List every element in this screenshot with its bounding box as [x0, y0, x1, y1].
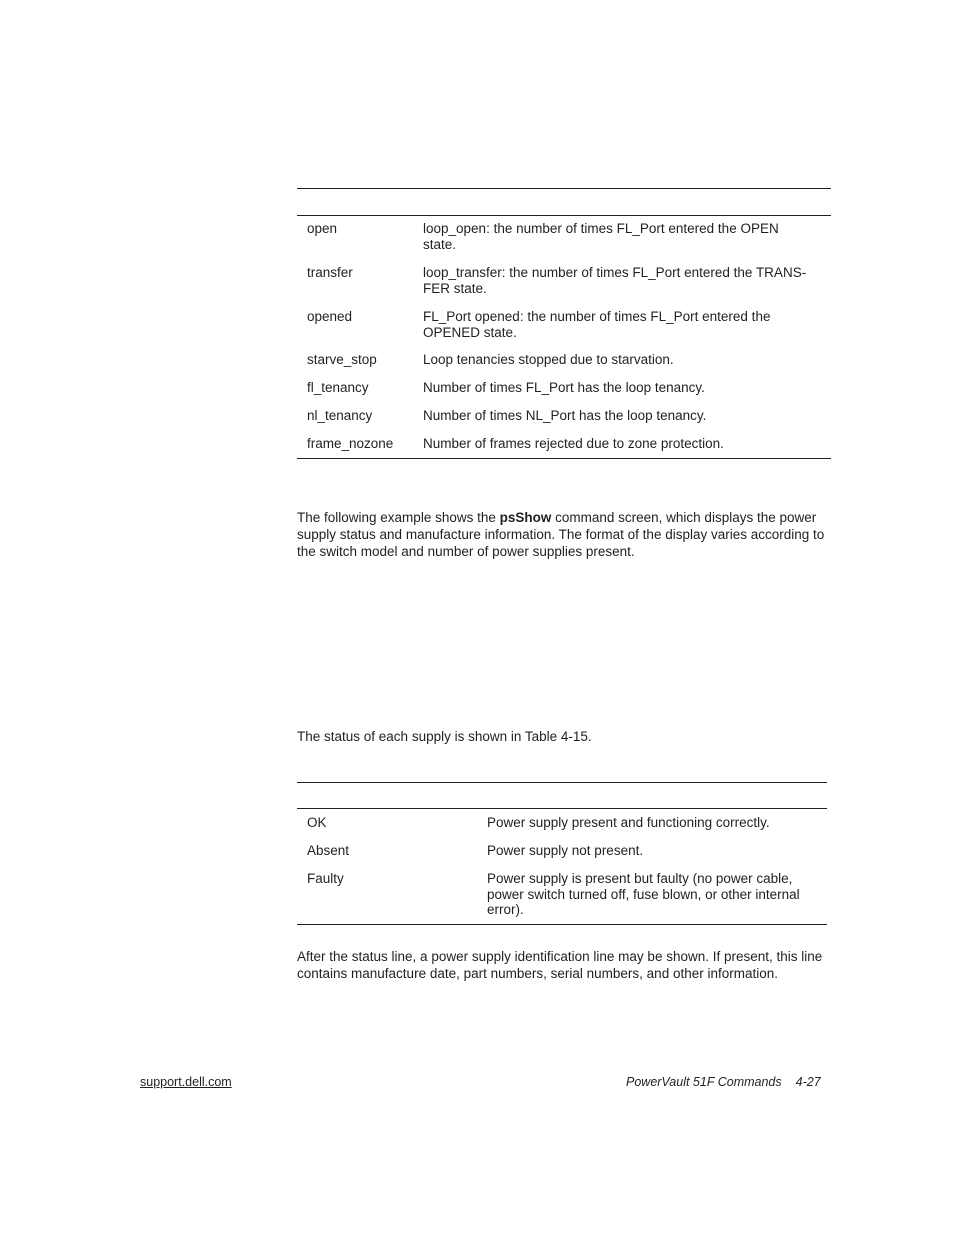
table1-desc: Number of times FL_Port has the loop tenancy.	[423, 380, 705, 395]
table2-term: Faulty	[307, 871, 344, 886]
table1-term: nl_tenancy	[307, 408, 373, 423]
table2-header-rule	[297, 808, 827, 809]
table1-bottom-rule	[297, 458, 831, 459]
table1-header-rule	[297, 215, 831, 216]
identification-line-paragraph: After the status line, a power supply identification line may be shown. If present, this line contains manufacture date, part numbers, serial numbers, and other information.	[297, 949, 823, 981]
table2-term: OK	[307, 815, 327, 830]
table1-desc: loop_open: the number of times FL_Port entered the OPEN state.	[423, 221, 779, 252]
paragraph-text: command screen, which displays the power supply status and manufacture information. The format of the display varies according to the switch model and number of power supplies present.	[297, 510, 825, 559]
table2-top-rule	[297, 782, 827, 783]
table2-desc: Power supply is present but faulty (no power cable, power switch turned off, fuse blown, or other internal error).	[487, 871, 800, 917]
table1-term: opened	[307, 309, 353, 324]
table1-desc: FL_Port opened: the number of times FL_Port entered the OPENED state.	[423, 309, 771, 340]
table1-term: frame_nozone	[307, 436, 394, 451]
table1-desc: Number of times NL_Port has the loop tenancy.	[423, 408, 707, 423]
table2-desc: Power supply not present.	[487, 843, 644, 858]
table1-term: open	[307, 221, 338, 236]
footer-title: PowerVault 51F Commands	[626, 1075, 782, 1089]
table2-term: Absent	[307, 843, 350, 858]
command-name: psShow	[499, 510, 552, 525]
table2-desc: Power supply present and functioning correctly.	[487, 815, 770, 830]
table1-term: fl_tenancy	[307, 380, 369, 395]
table1-desc: Number of frames rejected due to zone protection.	[423, 436, 724, 451]
footer-running-title	[626, 1075, 821, 1090]
status-intro-paragraph: The status of each supply is shown in Table 4-15.	[297, 729, 592, 744]
psshow-intro-paragraph	[297, 509, 837, 560]
table1-term: starve_stop	[307, 352, 377, 367]
table1-desc: Loop tenancies stopped due to starvation.	[423, 352, 674, 367]
table1-desc: loop_transfer: the number of times FL_Port entered the TRANS-FER state.	[423, 265, 807, 296]
page-number: 4-27	[795, 1075, 821, 1089]
footer-support-link[interactable]: support.dell.com	[140, 1075, 232, 1089]
paragraph-text: The following example shows the	[297, 510, 500, 525]
table1-term: transfer	[307, 265, 353, 280]
table2-bottom-rule	[297, 924, 827, 925]
table1-top-rule	[297, 188, 831, 189]
